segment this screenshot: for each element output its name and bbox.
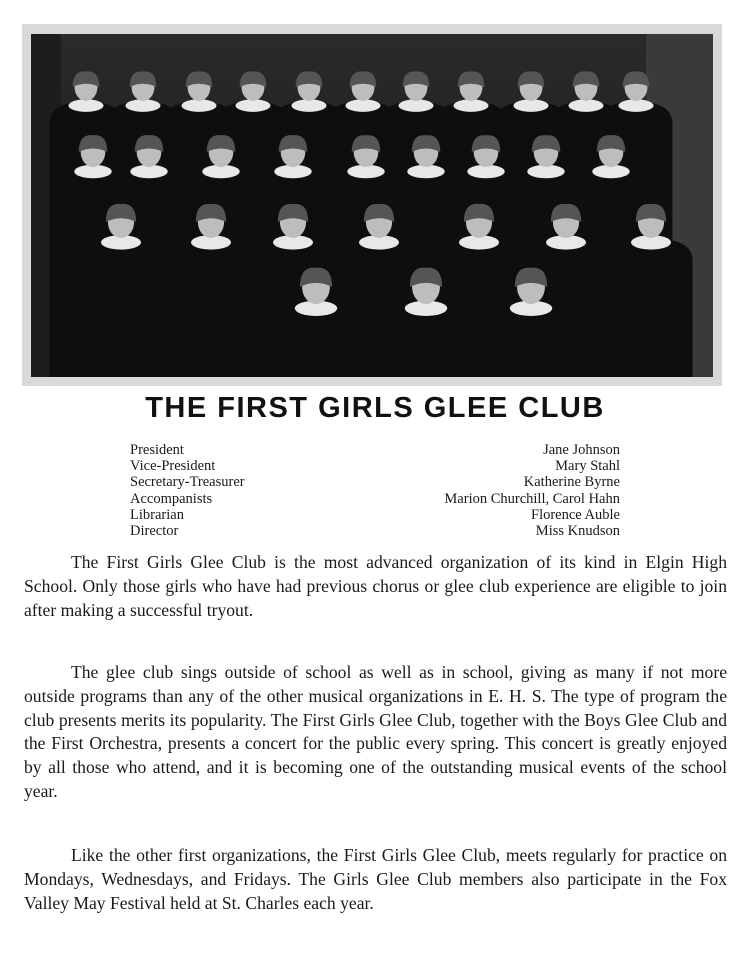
person-body bbox=[609, 238, 692, 377]
person-collar bbox=[454, 99, 489, 112]
person-collar bbox=[569, 99, 604, 112]
person-body bbox=[79, 238, 162, 377]
officer-name: Marion Churchill, Carol Hahn bbox=[444, 490, 620, 507]
officer-name: Katherine Byrne bbox=[523, 474, 620, 491]
group-photo-image bbox=[31, 34, 713, 377]
person-collar bbox=[126, 99, 161, 112]
officer-row bbox=[130, 458, 620, 474]
person-collar bbox=[236, 99, 271, 112]
group-photo bbox=[22, 24, 722, 386]
person-collar bbox=[292, 99, 327, 112]
officer-role: President bbox=[130, 442, 184, 458]
officer-row bbox=[130, 491, 620, 507]
officer-role: Accompanists bbox=[130, 490, 213, 507]
officer-role: Vice-President bbox=[130, 458, 216, 475]
officer-name: Mary Stahl bbox=[555, 458, 620, 475]
officer-row bbox=[130, 523, 620, 539]
person-body bbox=[169, 238, 252, 377]
page-title: THE FIRST GIRLS GLEE CLUB bbox=[145, 392, 605, 424]
person-collar bbox=[619, 99, 654, 112]
officer-row bbox=[130, 442, 620, 458]
officer-name: Miss Knudson bbox=[535, 523, 620, 540]
officer-role: Librarian bbox=[130, 506, 184, 523]
paragraph-intro: The First Girls Glee Club is the most advanced organization of its kind in Elgin High School. Only those girls who have had previous chorus or glee club experience are eligible to join after making a successful tryout. bbox=[24, 552, 727, 620]
person-collar bbox=[182, 99, 217, 112]
officer-row bbox=[130, 474, 620, 490]
officer-role: Director bbox=[130, 523, 179, 540]
paragraph-schedule: Like the other first organizations, the First Girls Glee Club, meets regularly for practice on Mondays, Wednesdays, and Fridays. The Girls Glee Club members also participate in the Fox Valley May Festival held at St. Charles each year. bbox=[24, 845, 727, 913]
officer-role: Secretary-Treasurer bbox=[130, 474, 245, 491]
paragraph-activities: The glee club sings outside of school as well as in school, giving as many if not more outside programs than any of the other musical organizations in E. H. S. The type of program the club presents merits its popularity. The First Girls Glee Club, together with the Boys Glee Club and the First Orchestra, presents a concert for the public every spring. This concert is greatly enjoyed by all those who attend, and it is becoming one of the outstanding musical events of the school year. bbox=[24, 662, 727, 801]
officer-row bbox=[130, 507, 620, 523]
person-collar bbox=[69, 99, 104, 112]
officer-name: Jane Johnson bbox=[543, 442, 620, 458]
officers-list bbox=[130, 442, 620, 539]
person-collar bbox=[399, 99, 434, 112]
person-collar bbox=[346, 99, 381, 112]
person-collar bbox=[514, 99, 549, 112]
officer-name: Florence Auble bbox=[531, 506, 620, 523]
